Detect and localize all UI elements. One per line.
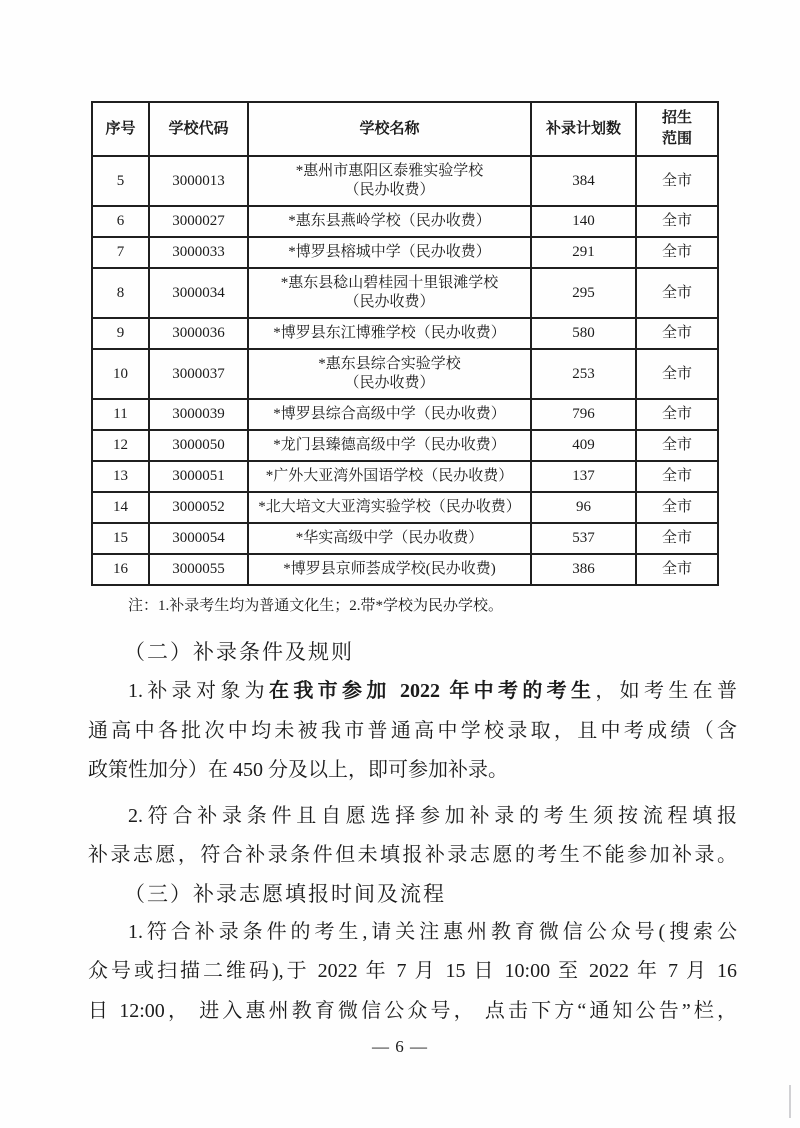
school-name-line2: （民办收费） xyxy=(344,182,435,198)
cell-school-code: 3000037 xyxy=(149,349,248,399)
header-index: 序号 xyxy=(92,102,149,156)
paragraph-1 xyxy=(88,672,737,791)
school-name-line1: *博罗县综合高级中学（民办收费） xyxy=(273,406,506,422)
section-heading-3: （三）补录志愿填报时间及流程 xyxy=(124,881,446,906)
table-row xyxy=(92,206,718,237)
school-name-line1: *惠东县稔山碧桂园十里银滩学校 xyxy=(280,275,499,291)
school-name-line1: *龙门县臻德高级中学（民办收费） xyxy=(273,437,506,453)
cell-school-code: 3000051 xyxy=(149,461,248,492)
table-row xyxy=(92,237,718,268)
cell-index: 16 xyxy=(92,554,149,585)
cell-index: 11 xyxy=(92,399,149,430)
school-table-header xyxy=(92,102,718,156)
school-name-line1: *广外大亚湾外国语学校（民办收费） xyxy=(265,468,514,484)
cell-plan-count: 96 xyxy=(531,492,636,523)
table-row xyxy=(92,268,718,318)
text-line: 日 12:00， 进入惠州教育微信公众号， 点击下方“通知公告”栏， xyxy=(88,999,737,1022)
cell-scope: 全市 xyxy=(636,554,718,585)
cell-school-code: 3000050 xyxy=(149,430,248,461)
header-scope-line1: 招生 xyxy=(661,110,692,126)
cell-school-name xyxy=(248,523,531,554)
cell-plan-count: 580 xyxy=(531,318,636,349)
cell-scope: 全市 xyxy=(636,461,718,492)
para1-pre: 1.补录对象为 xyxy=(128,680,269,702)
header-scope xyxy=(636,102,718,156)
cell-scope: 全市 xyxy=(636,349,718,399)
cell-school-name xyxy=(248,349,531,399)
school-name-line1: *惠东县燕岭学校（民办收费） xyxy=(288,213,491,229)
table-row xyxy=(92,156,718,206)
cell-school-name xyxy=(248,430,531,461)
cell-scope: 全市 xyxy=(636,156,718,206)
school-name-line2: （民办收费） xyxy=(344,375,435,391)
cell-plan-count: 295 xyxy=(531,268,636,318)
table-row xyxy=(92,492,718,523)
school-table xyxy=(91,101,719,586)
cell-index: 9 xyxy=(92,318,149,349)
cell-scope: 全市 xyxy=(636,206,718,237)
cell-school-name xyxy=(248,156,531,206)
table-row xyxy=(92,430,718,461)
table-row xyxy=(92,554,718,585)
cell-school-name xyxy=(248,461,531,492)
cell-scope: 全市 xyxy=(636,268,718,318)
school-name-line1: *惠州市惠阳区泰雅实验学校 xyxy=(295,163,484,179)
school-table-body xyxy=(92,156,718,585)
school-name-line1: *博罗县榕城中学（民办收费） xyxy=(288,244,491,260)
cell-scope: 全市 xyxy=(636,237,718,268)
cell-plan-count: 291 xyxy=(531,237,636,268)
header-scope-line2: 范围 xyxy=(661,131,692,147)
page-number: — 6 — xyxy=(372,1037,428,1056)
cell-index: 15 xyxy=(92,523,149,554)
table-row xyxy=(92,318,718,349)
cell-school-code: 3000034 xyxy=(149,268,248,318)
text-line xyxy=(88,672,737,712)
school-name-line1: *华实高级中学（民办收费） xyxy=(295,530,484,546)
header-plan-count: 补录计划数 xyxy=(531,102,636,156)
cell-school-name xyxy=(248,554,531,585)
cell-index: 5 xyxy=(92,156,149,206)
school-name-line1: *北大培文大亚湾实验学校（民办收费） xyxy=(258,499,521,515)
cell-plan-count: 137 xyxy=(531,461,636,492)
school-name-line1: *惠东县综合实验学校 xyxy=(318,356,461,372)
cell-plan-count: 796 xyxy=(531,399,636,430)
cell-school-code: 3000055 xyxy=(149,554,248,585)
cell-index: 13 xyxy=(92,461,149,492)
cell-scope: 全市 xyxy=(636,318,718,349)
cell-scope: 全市 xyxy=(636,399,718,430)
school-name-line2: （民办收费） xyxy=(344,294,435,310)
cell-index: 10 xyxy=(92,349,149,399)
cell-scope: 全市 xyxy=(636,430,718,461)
school-name-line1: *博罗县东江博雅学校（民办收费） xyxy=(273,325,506,341)
text-line: 2.符合补录条件且自愿选择参加补录的考生须按流程填报 xyxy=(128,804,737,827)
table-row xyxy=(92,461,718,492)
cell-school-code: 3000052 xyxy=(149,492,248,523)
text-line: 补录志愿，符合补录条件但未填报补录志愿的考生不能参加补录。 xyxy=(88,844,737,866)
cell-school-code: 3000027 xyxy=(149,206,248,237)
table-footnote: 注：1.补录考生均为普通文化生；2.带*学校为民办学校。 xyxy=(128,598,504,614)
text-line: 政策性加分）在 450 分及以上，即可参加补录。 xyxy=(88,759,508,781)
cell-index: 14 xyxy=(92,492,149,523)
cell-plan-count: 537 xyxy=(531,523,636,554)
school-name-line1: *博罗县京师荟成学校(民办收费) xyxy=(283,561,496,577)
cell-plan-count: 384 xyxy=(531,156,636,206)
table-row xyxy=(92,399,718,430)
cell-school-code: 3000036 xyxy=(149,318,248,349)
header-school-name: 学校名称 xyxy=(248,102,531,156)
cell-school-name xyxy=(248,268,531,318)
cell-index: 8 xyxy=(92,268,149,318)
cell-index: 12 xyxy=(92,430,149,461)
cell-scope: 全市 xyxy=(636,492,718,523)
cell-school-code: 3000039 xyxy=(149,399,248,430)
section-heading-2: （二）补录条件及规则 xyxy=(124,640,354,664)
header-row xyxy=(92,102,718,156)
text-line: 通高中各批次中均未被我市普通高中学校录取，且中考成绩（含 xyxy=(88,719,737,742)
cell-plan-count: 140 xyxy=(531,206,636,237)
table-row xyxy=(92,523,718,554)
text-line: 众号或扫描二维码),于 2022 年 7 月 15 日 10:00 至 2022 年 7 月 16 xyxy=(88,960,737,982)
cell-plan-count: 409 xyxy=(531,430,636,461)
cell-school-name xyxy=(248,492,531,523)
para1-post: ，如考生在普 xyxy=(595,680,738,702)
school-table-container xyxy=(91,101,721,586)
paragraph-2 xyxy=(88,797,737,876)
text-line: 1.符合补录条件的考生,请关注惠州教育微信公众号(搜索公 xyxy=(128,920,737,943)
cell-index: 7 xyxy=(92,237,149,268)
table-row xyxy=(92,349,718,399)
cell-plan-count: 386 xyxy=(531,554,636,585)
cell-school-code: 3000013 xyxy=(149,156,248,206)
cell-plan-count: 253 xyxy=(531,349,636,399)
cell-scope: 全市 xyxy=(636,523,718,554)
cell-school-name xyxy=(248,399,531,430)
header-school-code: 学校代码 xyxy=(149,102,248,156)
cell-school-code: 3000033 xyxy=(149,237,248,268)
para1-bold-text: 在我市参加 2022 年中考的考生 xyxy=(269,680,596,702)
cell-school-code: 3000054 xyxy=(149,523,248,554)
cell-school-name xyxy=(248,318,531,349)
cell-index: 6 xyxy=(92,206,149,237)
body-content xyxy=(88,596,737,1031)
cell-school-name xyxy=(248,237,531,268)
paragraph-3 xyxy=(88,913,737,1032)
scan-artifact xyxy=(789,1085,791,1118)
cell-school-name xyxy=(248,206,531,237)
